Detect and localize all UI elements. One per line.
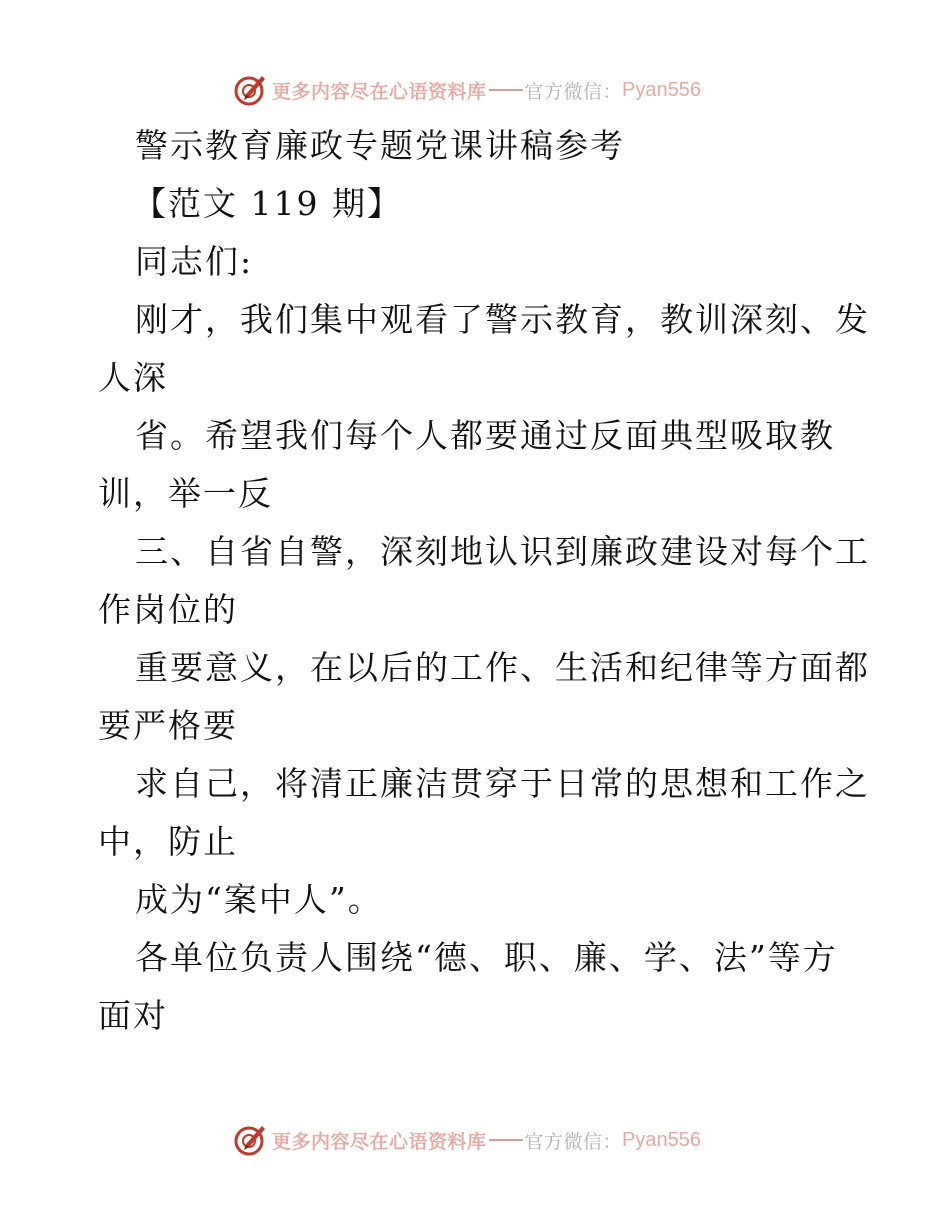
banner-wechat-id: Pyan556 [622, 1128, 701, 1151]
paragraph-line: 中，防止 [98, 822, 238, 861]
pen-logo-icon [232, 72, 268, 108]
salutation: 同志们: [135, 242, 254, 281]
footer-banner [232, 1122, 701, 1158]
paragraph-line: 重要意义，在以后的工作、生活和纪律等方面都 [135, 648, 870, 687]
banner-dash [489, 1139, 523, 1141]
issue-label: 【范文 119 期】 [133, 184, 402, 223]
banner-wechat-id: Pyan556 [622, 78, 701, 101]
paragraph-line: 面对 [98, 996, 168, 1035]
paragraph-line: 省。希望我们每个人都要通过反面典型吸取教 [135, 416, 835, 455]
pen-logo-icon [232, 1122, 268, 1158]
paragraph-line: 求自己，将清正廉洁贯穿于日常的思想和工作之 [135, 764, 870, 803]
paragraph-line: 要严格要 [98, 706, 238, 745]
banner-promo-text: 更多内容尽在心语资料库 [272, 1130, 487, 1153]
paragraph-line: 作岗位的 [98, 590, 238, 629]
banner-wechat-label: 官方微信： [524, 1130, 623, 1153]
banner-wechat-label: 官方微信： [524, 80, 623, 103]
header-banner [232, 72, 701, 108]
paragraph-line: 刚才，我们集中观看了警示教育，教训深刻、发 [135, 300, 870, 339]
banner-dash [489, 89, 523, 91]
paragraph-line: 各单位负责人围绕“德、职、廉、学、法”等方 [135, 938, 838, 977]
banner-promo-text: 更多内容尽在心语资料库 [272, 80, 487, 103]
document-title: 警示教育廉政专题党课讲稿参考 [135, 126, 625, 165]
paragraph-line: 人深 [98, 358, 168, 397]
paragraph-line: 三、自省自警，深刻地认识到廉政建设对每个工 [135, 532, 870, 571]
paragraph-line: 成为“案中人”。 [135, 880, 383, 919]
paragraph-line: 训，举一反 [98, 474, 273, 513]
